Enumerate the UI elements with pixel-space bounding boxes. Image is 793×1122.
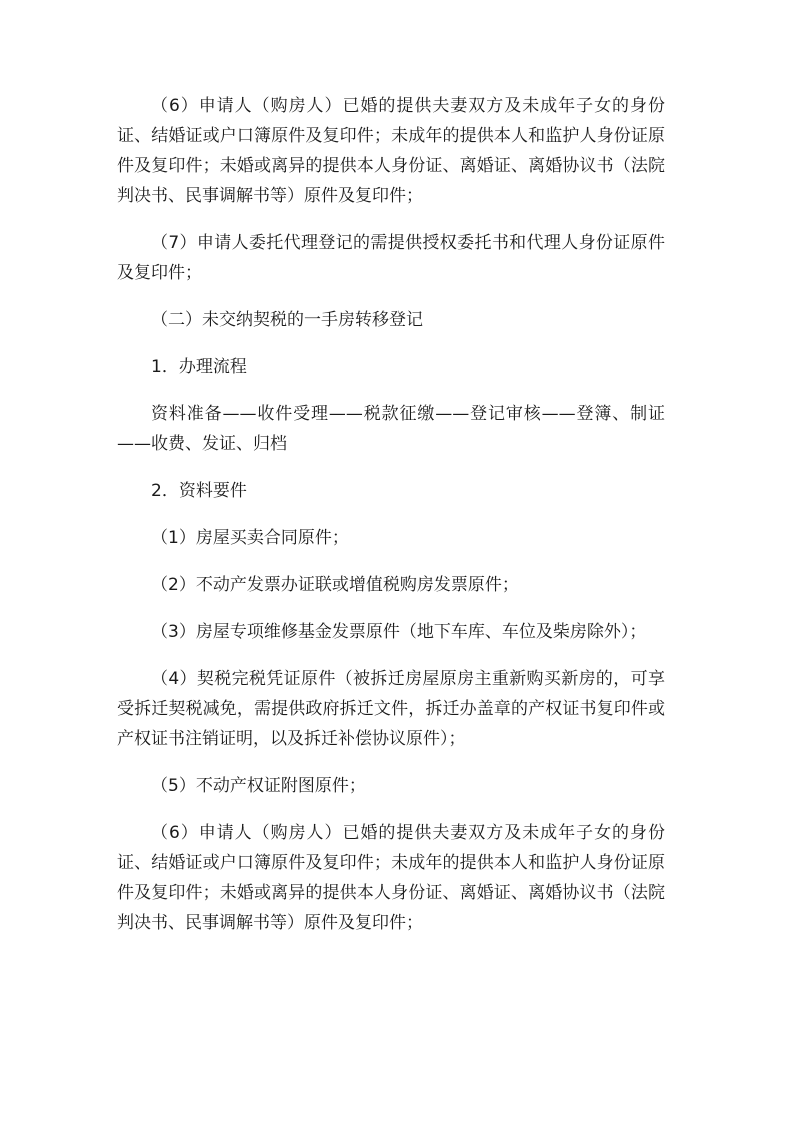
list-item-maintenance-fund: （3）房屋专项维修基金发票原件（地下车库、车位及柴房除外）； bbox=[151, 622, 647, 642]
list-item-property-map: （5）不动产权证附图原件； bbox=[151, 776, 366, 796]
subheading-required-documents: 2．资料要件 bbox=[151, 481, 247, 501]
section-heading-unpaid-deed-tax: （二）未交纳契税的一手房转移登记 bbox=[151, 310, 423, 330]
list-item-deed-tax-certificate: （4）契税完税凭证原件（被拆迁房屋原房主重新购买新房的，可享受拆迁契税减免，需提供政府拆迁文件，拆迁办盖章的产权证书复印件或产权证书注销证明，以及拆迁补偿协议原件）； bbox=[117, 669, 665, 749]
paragraph-married-applicant-docs: （6）申请人（购房人）已婚的提供夫妻双方及未成年子女的身份证、结婚证或户口簿原件及复印件；未成年的提供本人和监护人身份证原件及复印件；未婚或离异的提供本人身份证、离婚证、离婚协议书（法院判决书、民事调解书等）原件及复印件； bbox=[117, 96, 665, 206]
subheading-process: 1．办理流程 bbox=[151, 357, 247, 377]
list-item-invoice: （2）不动产发票办证联或增值税购房发票原件； bbox=[151, 575, 519, 595]
paragraph-agent-registration: （7）申请人委托代理登记的需提供授权委托书和代理人身份证原件及复印件； bbox=[117, 233, 665, 283]
list-item-applicant-identity: （6）申请人（购房人）已婚的提供夫妻双方及未成年子女的身份证、结婚证或户口簿原件及复印件；未成年的提供本人和监护人身份证原件及复印件；未婚或离异的提供本人身份证、离婚证、离婚协议书（法院判决书、民事调解书等）原件及复印件； bbox=[117, 823, 665, 933]
list-item-purchase-contract: （1）房屋买卖合同原件； bbox=[151, 528, 349, 548]
document-body bbox=[117, 91, 665, 955]
paragraph-process-flow: 资料准备——收件受理——税款征缴——登记审核——登簿、制证——收费、发证、归档 bbox=[117, 404, 665, 454]
